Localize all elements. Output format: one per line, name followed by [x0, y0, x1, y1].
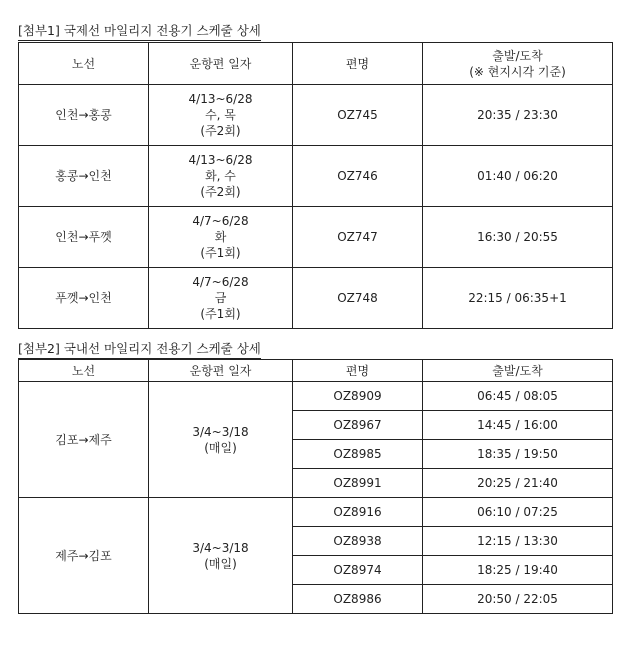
times-cell: 18:25 / 19:40 — [423, 556, 613, 585]
period-cell: 4/7~6/28 화 (주1회) — [149, 207, 293, 268]
header-period: 운항편 일자 — [149, 360, 293, 382]
flight-cell: OZ8974 — [293, 556, 423, 585]
route-cell: 인천→푸껫 — [19, 207, 149, 268]
times-cell: 20:35 / 23:30 — [423, 85, 613, 146]
period-cell: 3/4~3/18 (매일) — [149, 382, 293, 498]
route-cell: 김포→제주 — [19, 382, 149, 498]
flight-cell: OZ748 — [293, 268, 423, 329]
table-row — [19, 268, 613, 329]
flight-cell: OZ745 — [293, 85, 423, 146]
table-row — [19, 146, 613, 207]
table-header-row — [19, 360, 613, 382]
period-cell: 4/13~6/28 화, 수 (주2회) — [149, 146, 293, 207]
flight-cell: OZ8909 — [293, 382, 423, 411]
times-cell: 01:40 / 06:20 — [423, 146, 613, 207]
header-flight: 편명 — [293, 43, 423, 85]
flight-cell: OZ8938 — [293, 527, 423, 556]
attachment2-title: [첨부2] 국내선 마일리지 전용기 스케줄 상세 — [18, 341, 261, 359]
header-period: 운항편 일자 — [149, 43, 293, 85]
period-cell: 4/7~6/28 금 (주1회) — [149, 268, 293, 329]
header-route: 노선 — [19, 43, 149, 85]
table-row — [19, 498, 613, 527]
period-cell: 4/13~6/28 수, 목 (주2회) — [149, 85, 293, 146]
header-flight: 편명 — [293, 360, 423, 382]
flight-cell: OZ746 — [293, 146, 423, 207]
times-cell: 06:10 / 07:25 — [423, 498, 613, 527]
table-row — [19, 382, 613, 411]
domestic-schedule-table — [18, 359, 613, 614]
table-header-row — [19, 43, 613, 85]
flight-cell: OZ8991 — [293, 469, 423, 498]
table-row — [19, 85, 613, 146]
times-cell: 18:35 / 19:50 — [423, 440, 613, 469]
header-route: 노선 — [19, 360, 149, 382]
times-cell: 16:30 / 20:55 — [423, 207, 613, 268]
route-cell: 푸껫→인천 — [19, 268, 149, 329]
times-cell: 20:25 / 21:40 — [423, 469, 613, 498]
route-cell: 제주→김포 — [19, 498, 149, 614]
international-schedule-table — [18, 42, 613, 329]
flight-cell: OZ8967 — [293, 411, 423, 440]
flight-cell: OZ747 — [293, 207, 423, 268]
times-cell: 12:15 / 13:30 — [423, 527, 613, 556]
route-cell: 홍콩→인천 — [19, 146, 149, 207]
flight-cell: OZ8985 — [293, 440, 423, 469]
times-cell: 22:15 / 06:35+1 — [423, 268, 613, 329]
times-cell: 20:50 / 22:05 — [423, 585, 613, 614]
flight-cell: OZ8986 — [293, 585, 423, 614]
flight-cell: OZ8916 — [293, 498, 423, 527]
attachment1-title: [첨부1] 국제선 마일리지 전용기 스케줄 상세 — [18, 23, 261, 41]
header-times: 출발/도착 — [423, 360, 613, 382]
route-cell: 인천→홍콩 — [19, 85, 149, 146]
times-cell: 06:45 / 08:05 — [423, 382, 613, 411]
header-times: 출발/도착 (※ 현지시각 기준) — [423, 43, 613, 85]
times-cell: 14:45 / 16:00 — [423, 411, 613, 440]
period-cell: 3/4~3/18 (매일) — [149, 498, 293, 614]
table-row — [19, 207, 613, 268]
